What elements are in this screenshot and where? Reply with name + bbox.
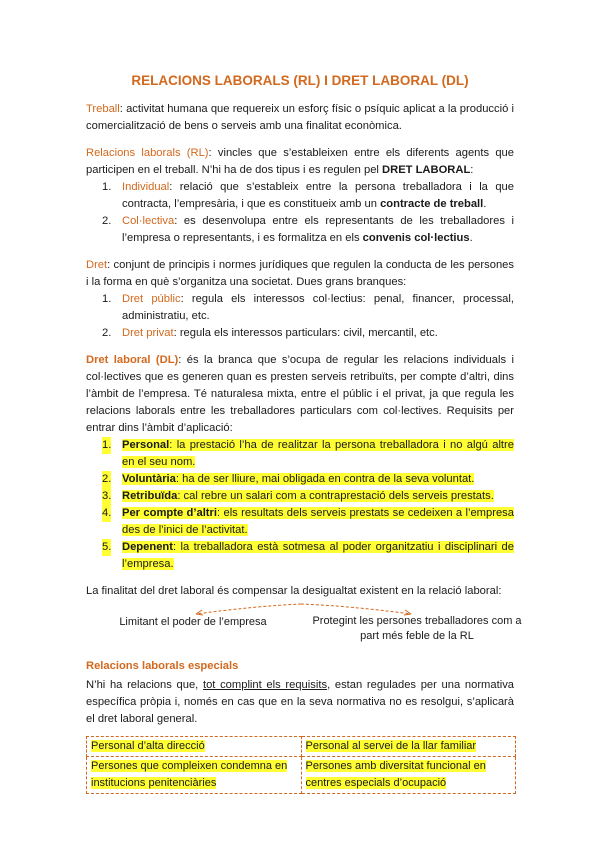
branch-left: Limitant el poder de l’empresa [119,616,267,628]
table-row [87,757,516,794]
section-dret [86,257,514,342]
table-cell: Persones que compleixen condemna en institucions penitenciàries [87,757,302,794]
table-cell: Personal al servei de la llar familiar [301,737,516,757]
table-cell: Personal d’alta direcció [87,737,302,757]
list-item: 1. Dret públic: regula els interessos col·lectius: penal, financer, processal, administratiu, etc. [102,293,514,322]
definition-dret-laboral: Dret laboral (DL): és la branca que s’ocupa de regular les relacions individuals i col·lectives que es generen quan es presten serveis retribuïts, per compte d’altri, dins l’àmbit de l’empresa. Té naturalesa mixta, entre el públic i el privat, ja que regula les relacions laborals entre les treballadores particulars com col·lectives. Requisits per entrar dins l’àmbit d’aplicació: [86,354,514,434]
term-dret-laboral: Dret laboral (DL) [86,354,179,366]
finalitat-text: La finalitat del dret laboral és compensar la desigualtat existent en la relació laboral: [86,585,502,597]
especials-text: N’hi ha relacions que, tot complint els requisits, estan regulades per una normativa específica pròpia i, només en cas que en la seva normativa no es resolgui, s’aplicarà el dret laboral general. [86,679,515,725]
table-row [87,737,516,757]
list-item: 2. Voluntària: ha de ser lliure, mai obligada en contra de la seva voluntat. [86,471,514,488]
requisits-list [86,437,514,573]
document-page [86,72,522,794]
dret-list [86,291,514,342]
especials-table [86,736,516,794]
term-dret: Dret [86,259,108,271]
list-item: 2. Col·lectiva: es desenvolupa entre els representants de les treballadores i l’empresa o representants, i es formalitza en els convenis col·lectius. [102,215,514,244]
branch-diagram [86,602,522,646]
definition-dret: Dret: conjunt de principis i normes jurídiques que regulen la conducta de les persones i la forma en què s’organitza una societat. Dues grans branques: [86,259,514,288]
list-item: 4. Per compte d’altri: els resultats dels serveis prestats se cedeixen a l’empresa des de l’inici de l’activitat. [102,507,514,536]
branch-right: Protegint les persones treballadores com a part més feble de la RL [312,615,522,642]
relacions-list [86,179,514,247]
list-item: 2. Dret privat: regula els interessos particulars: civil, mercantil, etc. [102,327,438,339]
definition-treball: Treball: activitat humana que requereix un esforç físic o psíquic aplicat a la producció i comercialització de bens o serveis amb una finalitat econòmica. [86,103,514,132]
definition-relacions: Relacions laborals (RL): vincles que s’estableixen entre els diferents agents que participen en el treball. N’hi ha de dos tipus i es regulen pel DRET LABORAL: [86,147,514,176]
term-treball: Treball [86,103,120,115]
list-item: 1. Personal: la prestació l’ha de realitzar la persona treballadora i no algú altre en el seu nom. [102,439,514,468]
list-item: 1. Individual: relació que s’estableix entre la persona treballadora i la que contracta, l’empresària, i que es constitueix amb un contracte de treball. [102,181,514,210]
page-title: RELACIONS LABORALS (RL) I DRET LABORAL (DL) [131,73,469,88]
table-cell: Persones amb diversitat funcional en centres especials d’ocupació [301,757,516,794]
term-relacions: Relacions laborals (RL) [86,147,209,159]
section-relacions [86,145,514,247]
section-dret-laboral [86,352,514,573]
section-heading-especials: Relacions laborals especials [86,660,239,672]
list-item: 3. Retribuïda: cal rebre un salari com a contraprestació dels serveis prestats. [86,488,514,505]
list-item: 5. Depenent: la treballadora està sotmesa al poder organitzatiu i disciplinari de l’empresa. [102,541,514,570]
